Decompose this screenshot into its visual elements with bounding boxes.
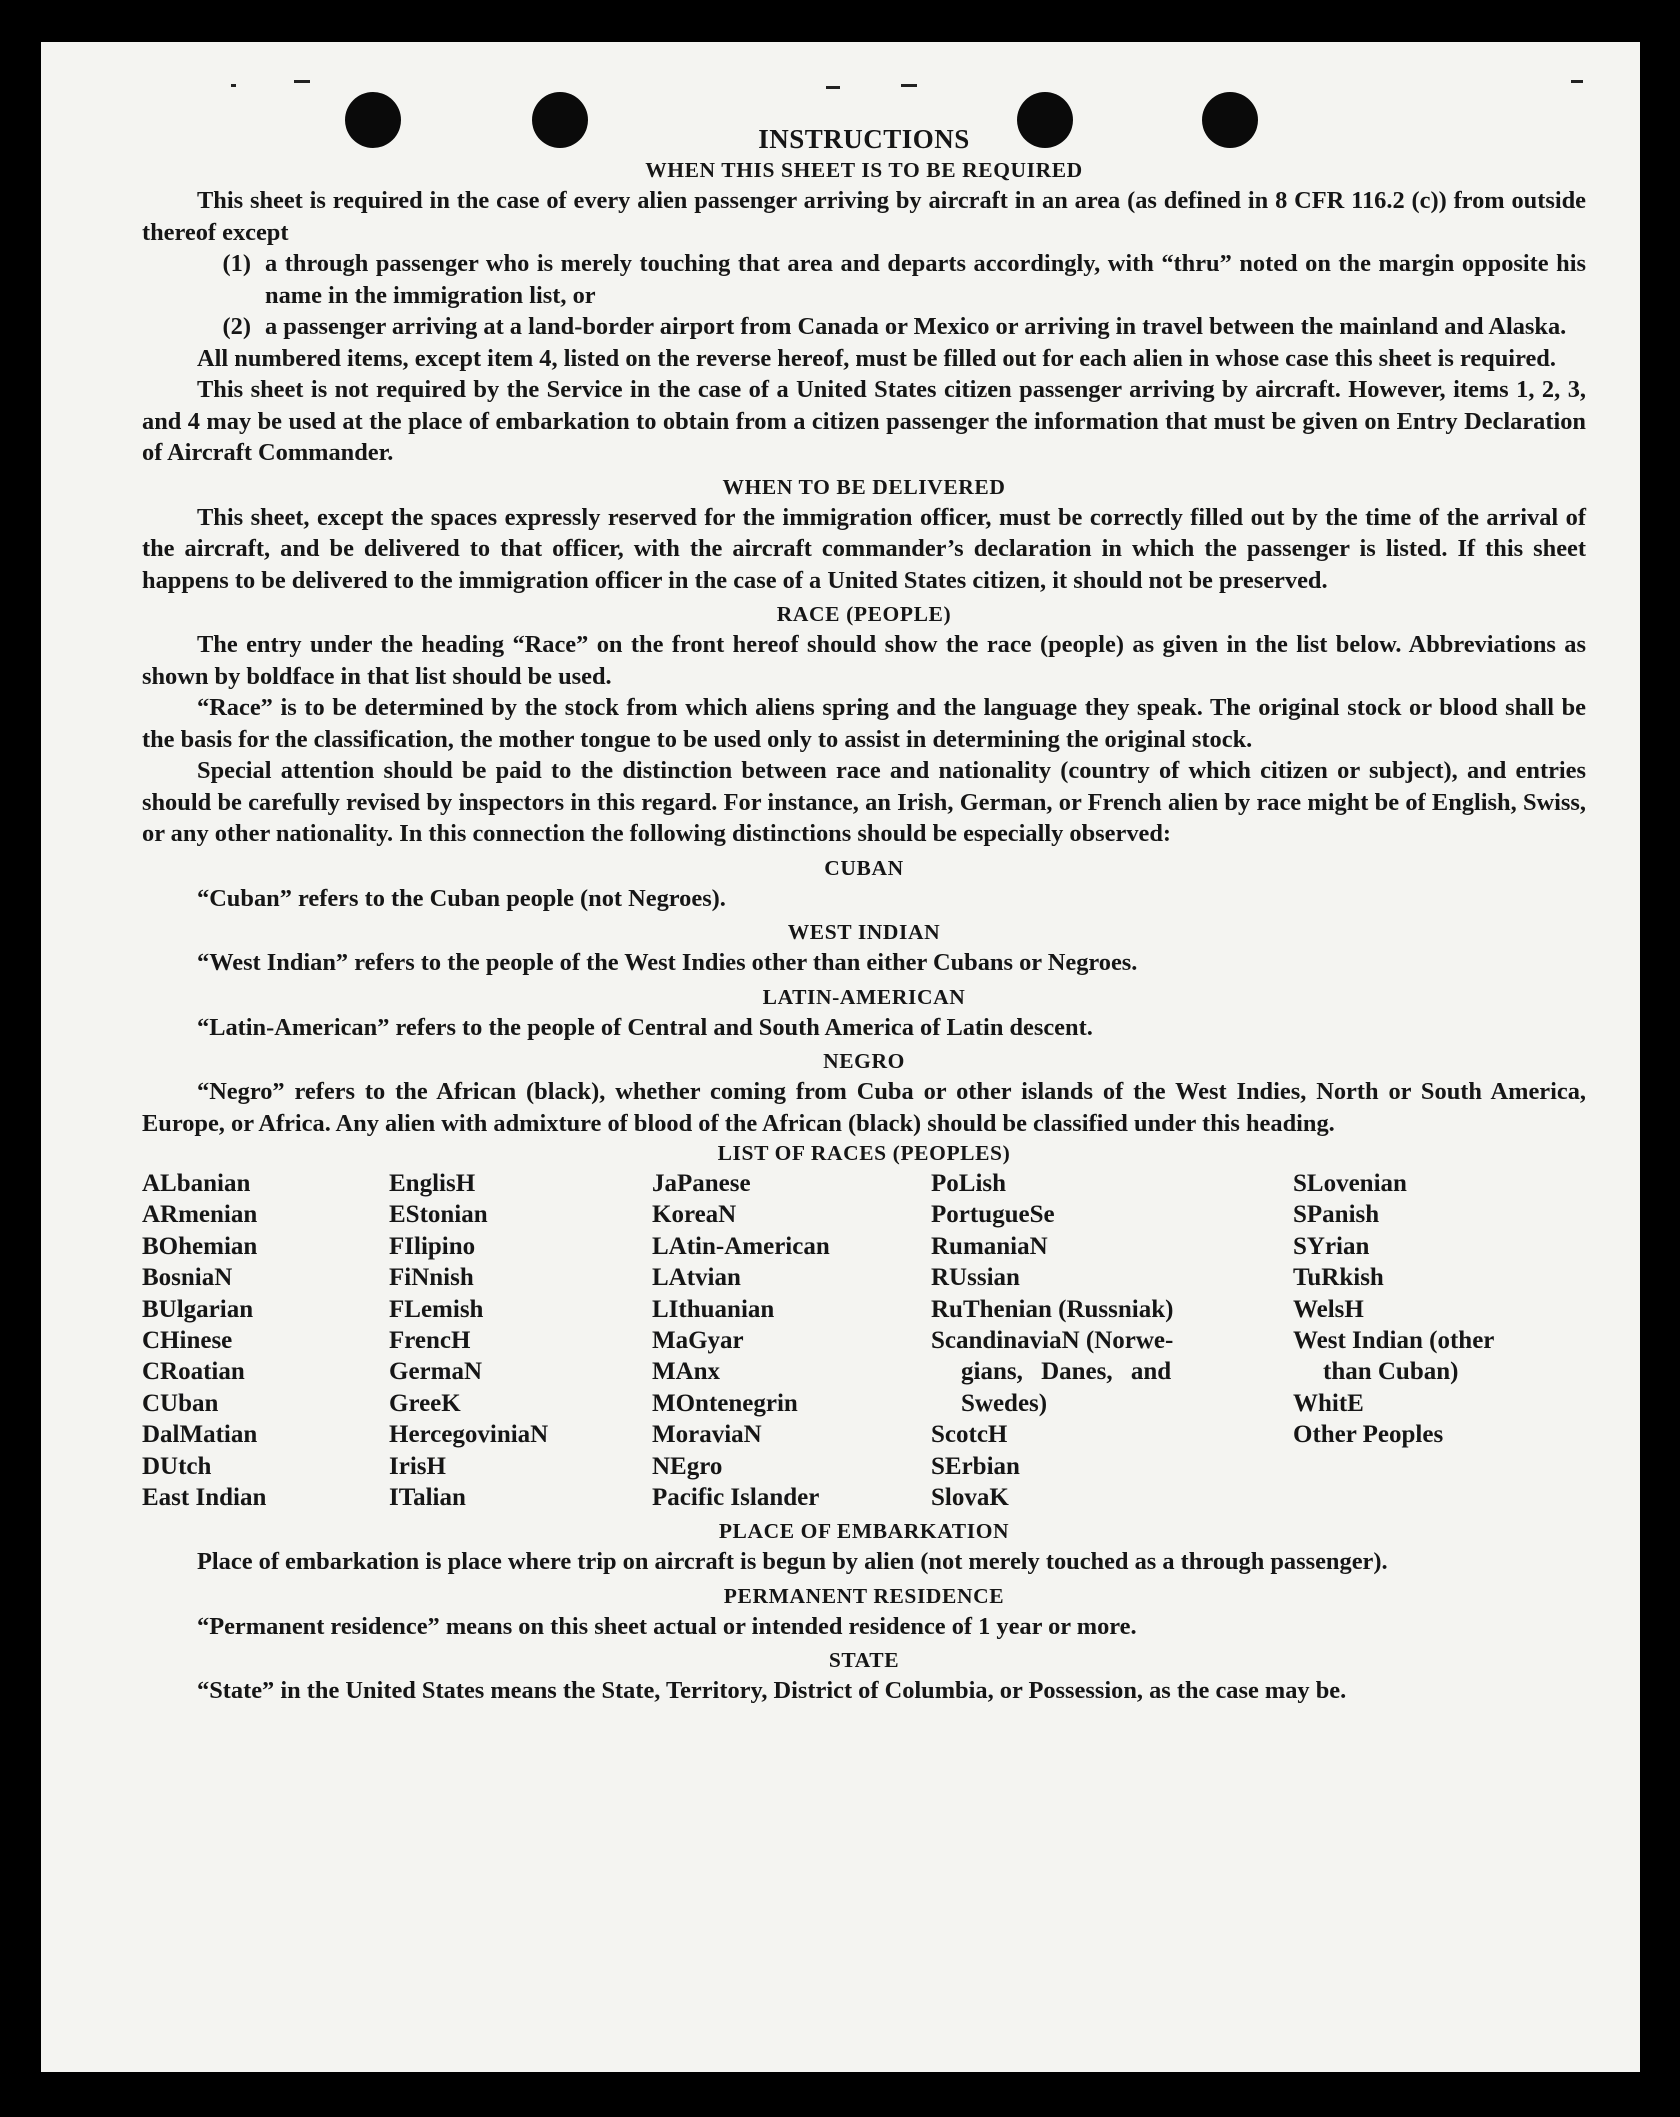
race-entry: FrencH: [389, 1327, 471, 1355]
race-entry: IrisH: [389, 1452, 446, 1480]
race-entry: FLemish: [389, 1295, 484, 1323]
paragraph: This sheet is required in the case of every alien passenger arriving by aircraft in an area (as defined in 8 CFR 116.2 (c)) from outside thereof except: [142, 187, 1586, 246]
heading-when-delivered: WHEN TO BE DELIVERED: [722, 474, 1006, 499]
race-entry: BosniaN: [142, 1264, 233, 1292]
paragraph: Special attention should be paid to the distinction between race and nationality (country of which citizen or subject), and entries should be carefully revised by inspectors in this regard. For instance, an Irish, German, or French alien by race might be of English, Swiss, or any other nationality. In this connection the following distinctions should be especially observed:: [142, 757, 1586, 847]
race-entry: BUlgarian: [142, 1295, 254, 1323]
race-entry: ALbanian: [142, 1170, 251, 1197]
race-list: [142, 1168, 1586, 1513]
race-entry: LAtin-American: [652, 1232, 830, 1260]
speck-mark: [901, 84, 917, 87]
race-entry: CHinese: [142, 1327, 233, 1355]
heading-race: RACE (PEOPLE): [776, 602, 952, 626]
race-entry: Pacific Islander: [652, 1484, 820, 1512]
item-number: (2): [222, 313, 251, 340]
race-entry: HercegoviniaN: [389, 1421, 549, 1449]
race-entry: West Indian (other: [1293, 1327, 1495, 1355]
item-text: a through passenger who is merely touching that area and departs accordingly, with “thru” noted on the margin opposite his name in the immigration list, or: [265, 250, 1586, 309]
race-entry: TuRkish: [1293, 1264, 1384, 1292]
item-number: (1): [222, 250, 251, 277]
race-entry: GermaN: [389, 1358, 483, 1386]
race-entry: gians, Danes, and: [961, 1358, 1172, 1386]
race-entry: DUtch: [142, 1452, 212, 1480]
race-entry: BOhemian: [142, 1232, 258, 1260]
speck-mark: [1571, 80, 1583, 83]
heading-permanent-residence: PERMANENT RESIDENCE: [723, 1583, 1005, 1608]
race-entry: LAtvian: [652, 1264, 741, 1292]
paragraph: “State” in the United States means the State, Territory, District of Columbia, or Possession, as the case may be.: [197, 1677, 1347, 1705]
paragraph: Place of embarkation is place where trip on aircraft is begun by alien (not merely touched as a through passenger).: [197, 1548, 1388, 1576]
race-entry: LIthuanian: [652, 1295, 775, 1323]
race-entry: SErbian: [931, 1452, 1020, 1480]
document-page: [41, 42, 1640, 2072]
race-entry: PortugueSe: [931, 1201, 1055, 1229]
race-entry: WelsH: [1293, 1295, 1364, 1323]
heading-negro: NEGRO: [823, 1049, 905, 1073]
race-entry: EStonian: [389, 1201, 488, 1229]
heading-state: STATE: [828, 1648, 900, 1673]
list-item: [142, 311, 1586, 343]
race-entry: ScotcH: [931, 1421, 1008, 1449]
race-entry: SYrian: [1293, 1232, 1370, 1260]
heading-cuban: CUBAN: [824, 855, 904, 880]
race-entry: than Cuban): [1323, 1358, 1459, 1386]
race-column-5: [1293, 1168, 1586, 1513]
speck-mark: [231, 84, 236, 87]
race-entry: East Indian: [142, 1484, 267, 1512]
race-entry: RuThenian (Russniak): [931, 1295, 1174, 1323]
race-entry: SlovaK: [931, 1484, 1009, 1512]
heading-list-of-races: LIST OF RACES (PEOPLES): [717, 1141, 1011, 1165]
race-entry: MAnx: [652, 1358, 721, 1386]
race-entry: GreeK: [389, 1389, 461, 1417]
race-entry: ScandinaviaN (Norwe-: [931, 1327, 1174, 1355]
paragraph: This sheet, except the spaces expressly reserved for the immigration officer, must be correctly filled out by the time of the arrival of the aircraft, and be delivered to that officer, with the aircraft commander’s declaration in which the passenger is listed. If this sheet happens to be delivered to the immigration officer in the case of a United States citizen, it should not be preserved.: [142, 503, 1586, 594]
race-entry: ITalian: [389, 1484, 466, 1512]
race-column-3: [652, 1168, 931, 1513]
race-entry: MOntenegrin: [652, 1389, 798, 1417]
paragraph: “Latin-American” refers to the people of Central and South America of Latin descent.: [197, 1013, 1093, 1041]
race-entry: ARmenian: [142, 1201, 258, 1229]
race-column-2: [389, 1168, 652, 1513]
paragraph: “Cuban” refers to the Cuban people (not Negroes).: [197, 884, 726, 912]
race-entry: RumaniaN: [931, 1232, 1048, 1260]
race-entry: PoLish: [931, 1170, 1007, 1197]
speck-mark: [294, 80, 310, 83]
paragraph: The entry under the heading “Race” on the front hereof should show the race (people) as given in the list below. Abbreviations as shown by boldface in that list should be used.: [142, 631, 1586, 690]
race-entry: Swedes): [961, 1389, 1048, 1417]
race-entry: MaGyar: [652, 1327, 744, 1355]
race-column-4: [931, 1168, 1293, 1513]
instructions-content: [142, 122, 1586, 1707]
list-item: [142, 248, 1586, 311]
race-entry: MoraviaN: [652, 1421, 762, 1449]
race-entry: KoreaN: [652, 1201, 737, 1229]
race-entry: CUban: [142, 1389, 219, 1417]
race-entry: FiNnish: [389, 1264, 474, 1292]
paragraph: “West Indian” refers to the people of the West Indies other than either Cubans or Negroes.: [197, 949, 1138, 976]
heading-west-indian: WEST INDIAN: [787, 920, 941, 944]
race-entry: DalMatian: [142, 1421, 258, 1449]
race-entry: JaPanese: [652, 1170, 751, 1197]
race-entry: RUssian: [931, 1264, 1020, 1292]
race-entry: SPanish: [1293, 1201, 1380, 1229]
heading-latin-american: LATIN-AMERICAN: [762, 984, 966, 1009]
paragraph: All numbered items, except item 4, listed on the reverse hereof, must be filled out for each alien in whose case this sheet is required.: [197, 344, 1556, 372]
race-entry: WhitE: [1293, 1389, 1364, 1417]
paragraph: “Race” is to be determined by the stock from which aliens spring and the language they speak. The original stock or blood shall be the basis for the classification, the mother tongue to be used only to assist in determining the original stock.: [142, 694, 1586, 753]
race-entry: CRoatian: [142, 1358, 245, 1386]
heading-embarkation: PLACE OF EMBARKATION: [718, 1519, 1010, 1544]
speck-mark: [826, 86, 840, 89]
race-entry: NEgro: [652, 1452, 723, 1480]
paragraph: “Permanent residence” means on this sheet actual or intended residence of 1 year or more.: [197, 1612, 1137, 1640]
paragraph: This sheet is not required by the Service in the case of a United States citizen passenger arriving by aircraft. However, items 1, 2, 3, and 4 may be used at the place of embarkation to obtain from a citizen passenger the information that must be given on Entry Declaration of Aircraft Commander.: [142, 376, 1586, 466]
paragraph: “Negro” refers to the African (black), whether coming from Cuba or other islands of the West Indies, North or South America, Europe, or Africa. Any alien with admixture of blood of the African (black) should be classified under this heading.: [142, 1078, 1586, 1137]
item-text: a passenger arriving at a land-border airport from Canada or Mexico or arriving in travel between the mainland and Alaska.: [265, 313, 1567, 340]
page-title: INSTRUCTIONS: [758, 124, 970, 154]
race-entry: EnglisH: [389, 1170, 476, 1197]
race-entry: FIlipino: [389, 1232, 476, 1260]
race-entry: SLovenian: [1293, 1170, 1407, 1197]
race-column-1: [142, 1168, 389, 1513]
heading-when-required: WHEN THIS SHEET IS TO BE REQUIRED: [645, 158, 1083, 182]
race-entry: Other Peoples: [1293, 1421, 1444, 1449]
